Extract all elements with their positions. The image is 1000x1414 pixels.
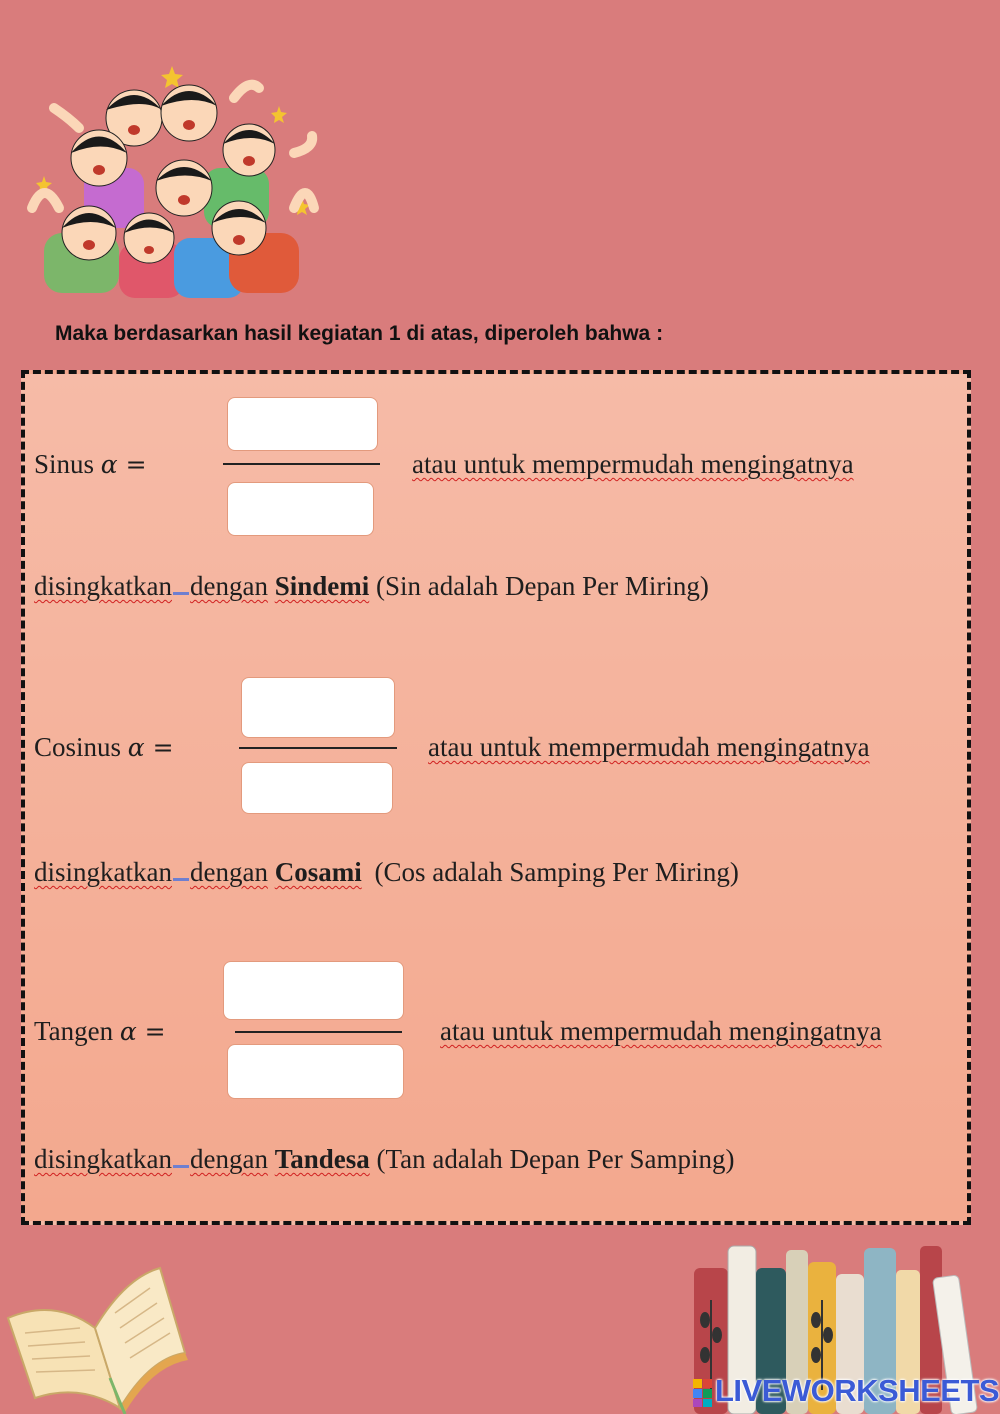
cosinus-denominator-input[interactable] (241, 762, 393, 814)
instruction-heading: Maka berdasarkan hasil kegiatan 1 di atas, diperoleh bahwa : (55, 322, 664, 345)
cosinus-explanation: (Cos adalah Samping Per Miring) (374, 857, 739, 887)
tangen-label (34, 1016, 166, 1047)
formula-box (21, 370, 971, 1225)
sinus-fraction-line (223, 463, 380, 465)
tangen-name: Tangen (34, 1016, 114, 1046)
sinus-prefix-a: disingkatkan (34, 571, 172, 601)
tangen-fraction-line (235, 1031, 402, 1033)
tangen-prefix-b: dengan (189, 1144, 268, 1174)
liveworksheets-watermark (693, 1373, 999, 1409)
sinus-name: Sinus (34, 449, 95, 479)
children-cheering-illustration (24, 58, 324, 298)
sinus-label (34, 449, 147, 480)
cosinus-hint: atau untuk mempermudah mengingatnya (428, 732, 870, 762)
alpha-equals: α = (100, 450, 147, 479)
cosinus-name: Cosinus (34, 732, 122, 762)
cosinus-mnemonic: Cosami (274, 857, 362, 887)
sinus-explanation: (Sin adalah Depan Per Miring) (375, 571, 709, 601)
alpha-equals: α = (119, 1017, 166, 1046)
sinus-prefix-b: dengan (189, 571, 268, 601)
sinus-denominator-input[interactable] (227, 482, 374, 536)
alpha-equals: α = (127, 733, 174, 762)
tangen-explanation: (Tan adalah Depan Per Samping) (376, 1144, 735, 1174)
cosinus-prefix-b: dengan (189, 857, 268, 887)
liveworksheets-text: LIVEWORKSHEETS (715, 1373, 1000, 1408)
tangen-denominator-input[interactable] (227, 1044, 404, 1099)
cosinus-label (34, 732, 174, 763)
tangen-mnemonic-line (34, 1144, 735, 1175)
tangen-prefix-a: disingkatkan (34, 1144, 172, 1174)
sinus-mnemonic-line (34, 571, 709, 602)
sinus-hint: atau untuk mempermudah mengingatnya (412, 449, 854, 479)
liveworksheets-logo (693, 1379, 713, 1407)
cosinus-fraction-line (239, 747, 397, 749)
cosinus-mnemonic-line (34, 857, 739, 888)
cosinus-prefix-a: disingkatkan (34, 857, 172, 887)
tangen-mnemonic: Tandesa (274, 1144, 370, 1174)
sinus-mnemonic: Sindemi (274, 571, 370, 601)
tangen-hint: atau untuk mempermudah mengingatnya (440, 1016, 882, 1046)
cosinus-numerator-input[interactable] (241, 677, 395, 738)
sinus-numerator-input[interactable] (227, 397, 378, 451)
open-book-illustration (0, 1258, 190, 1414)
tangen-numerator-input[interactable] (223, 961, 404, 1020)
